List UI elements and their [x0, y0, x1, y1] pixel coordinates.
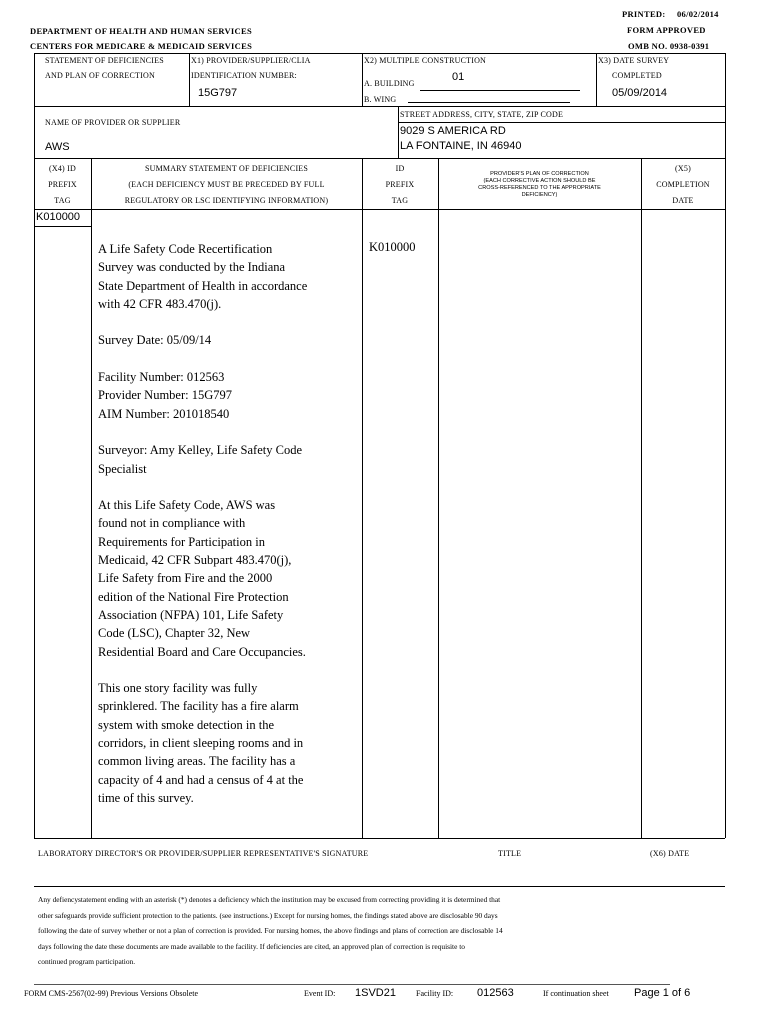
- centers-title: CENTERS FOR MEDICARE & MEDICAID SERVICES: [30, 41, 253, 51]
- note-line: other safeguards provide sufficient protection to the patients. (see instructions.) Except for nursing homes, the findings stated above are disclosable 90 days: [38, 910, 498, 920]
- x3-label-1: X3) DATE SURVEY: [598, 56, 670, 65]
- provider-id-value: 15G797: [198, 87, 238, 99]
- deficiency-summary: [98, 240, 360, 826]
- x3-label-2: COMPLETED: [612, 71, 662, 80]
- summary-paragraph: At this Life Safety Code, AWS was found not in compliance with Requirements for Participation in Medicaid, 42 CFR Subpart 483.470(j), Life Safety from Fire and the 2000 edition of the National Fire Protection Association (NFPA) 101, Life Safety Code (LSC), Chapter 32, New Residential Board and Care Occupancies.: [98, 498, 306, 659]
- x4-header-1: (X4) ID: [49, 164, 76, 173]
- x4-header-2: PREFIX: [48, 180, 77, 189]
- omb-number: OMB NO. 0938-0391: [628, 41, 710, 51]
- form-approved-label: FORM APPROVED: [627, 25, 706, 35]
- plan-header-3: CROSS-REFERENCED TO THE APPROPRIATE: [478, 185, 601, 191]
- summary-paragraph: This one story facility was fully sprinklered. The facility has a fire alarm system with smoke detection in the corridors, in client sleeping rooms and in common living areas. The facility has a capacity of 4 and had a census of 4 at the time of this survey.: [98, 681, 304, 805]
- x5-header-1: (X5): [675, 164, 691, 173]
- address-line-1: 9029 S AMERICA RD: [400, 125, 506, 137]
- summary-paragraph: A Life Safety Code Recertification Survey was conducted by the Indiana State Department of Health in accordance with 42 CFR 483.470(j).: [98, 242, 308, 311]
- department-title: DEPARTMENT OF HEALTH AND HUMAN SERVICES: [30, 26, 252, 36]
- x5-header-3: DATE: [672, 196, 694, 205]
- x2-label: X2) MULTIPLE CONSTRUCTION: [364, 56, 487, 65]
- id-header-1: ID: [395, 164, 405, 173]
- summary-paragraph: Survey Date: 05/09/14: [98, 333, 212, 348]
- statement-label-2: AND PLAN OF CORRECTION: [45, 71, 155, 80]
- right-tag: K010000: [369, 240, 416, 254]
- provider-name-label: NAME OF PROVIDER OR SUPPLIER: [45, 118, 181, 127]
- note-line: continued program participation.: [38, 957, 136, 966]
- event-id-label: Event ID:: [304, 989, 336, 998]
- summary-header-3: REGULATORY OR LSC IDENTIFYING INFORMATION): [124, 196, 329, 205]
- summary-paragraph: Facility Number: 012563 Provider Number: 15G797 AIM Number: 201018540: [98, 370, 233, 421]
- note-line: Any defiencystatement ending with an asterisk (*) denotes a deficiency which the institution may be excused from correcting providing it is determined that: [38, 895, 501, 904]
- address-line-2: LA FONTAINE, IN 46940: [400, 140, 522, 152]
- note-line: days following the date these documents are made available to the facility. If deficiencies are cited, an approved plan of correction is requisite to: [38, 941, 465, 951]
- x4-header-3: TAG: [54, 196, 71, 205]
- address-label: STREET ADDRESS, CITY, STATE, ZIP CODE: [400, 110, 564, 119]
- summary-paragraph: Surveyor: Amy Kelley, Life Safety Code Specialist: [98, 443, 303, 476]
- disclosure-note: [38, 892, 728, 970]
- date-label: (X6) DATE: [650, 849, 690, 858]
- wing-label: B. WING: [364, 95, 397, 104]
- printed-date: 06/02/2014: [677, 9, 719, 19]
- x1-label-1: X1) PROVIDER/SUPPLIER/CLIA: [191, 56, 311, 65]
- survey-date-value: 05/09/2014: [612, 87, 668, 99]
- summary-header-1: SUMMARY STATEMENT OF DEFICIENCIES: [144, 164, 309, 173]
- plan-header-2: (EACH CORRECTIVE ACTION SHOULD BE: [483, 178, 596, 184]
- building-value: 01: [452, 71, 465, 83]
- plan-header-1: PROVIDER'S PLAN OF CORRECTION: [490, 171, 589, 177]
- provider-name-value: AWS: [45, 141, 70, 153]
- title-label: TITLE: [498, 849, 522, 858]
- note-line: following the date of survey whether or not a plan of correction is provided. For nursing homes, the above findings and plans of correction are disclosable 14: [38, 926, 503, 935]
- continuation-label: If continuation sheet: [543, 989, 609, 998]
- x1-label-2: IDENTIFICATION NUMBER:: [191, 71, 297, 80]
- building-label: A. BUILDING: [364, 79, 415, 88]
- page-number: Page 1 of 6: [634, 987, 691, 999]
- plan-header-4: DEFICIENCY): [521, 192, 558, 198]
- signature-label: LABORATORY DIRECTOR'S OR PROVIDER/SUPPLIER REPRESENTATIVE'S SIGNATURE: [38, 849, 369, 858]
- left-tag: K010000: [36, 211, 81, 223]
- facility-id-label: Facility ID:: [416, 989, 454, 998]
- form-id: FORM CMS-2567(02-99) Previous Versions Obsolete: [24, 989, 199, 998]
- statement-label-1: STATEMENT OF DEFICIENCIES: [45, 56, 164, 65]
- facility-id-value: 012563: [477, 987, 514, 999]
- x5-header-2: COMPLETION: [656, 180, 710, 189]
- printed-label: PRINTED:: [622, 9, 666, 19]
- id-header-3: TAG: [391, 196, 409, 205]
- summary-header-2: (EACH DEFICIENCY MUST BE PRECEDED BY FULL: [128, 180, 325, 189]
- id-header-2: PREFIX: [385, 180, 415, 189]
- event-id-value: 1SVD21: [355, 987, 396, 999]
